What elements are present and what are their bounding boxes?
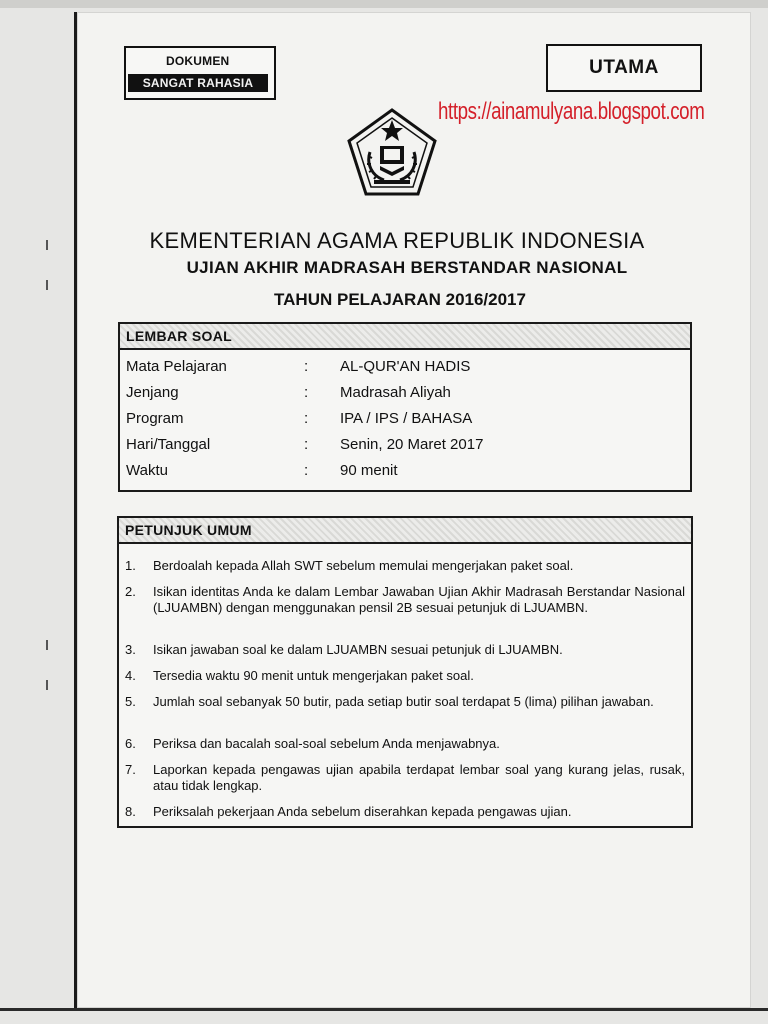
academic-year: TAHUN PELAJARAN 2016/2017	[274, 290, 526, 309]
petunjuk-umum-section	[117, 516, 693, 828]
instruction-number: 5.	[125, 694, 136, 709]
watermark-url: https://ainamulyana.blogspot.com	[438, 98, 705, 125]
scan-bottom-edge	[0, 1008, 768, 1011]
info-label: Hari/Tanggal	[126, 436, 211, 453]
instruction-number: 1.	[125, 558, 136, 573]
info-label: Jenjang	[126, 384, 179, 401]
info-value: AL-QUR'AN HADIS	[340, 358, 471, 375]
kementerian-agama-emblem-icon	[344, 106, 440, 202]
info-colon: :	[304, 410, 309, 427]
scan-top-edge	[0, 0, 768, 8]
info-colon: :	[304, 384, 309, 401]
lembar-soal-section	[118, 322, 692, 492]
instruction-number: 4.	[125, 668, 136, 683]
ministry-title: KEMENTERIAN AGAMA REPUBLIK INDONESIA	[149, 228, 645, 253]
info-label: Program	[126, 410, 184, 427]
instruction-number: 8.	[125, 804, 136, 819]
document-label: DOKUMEN	[166, 54, 230, 68]
info-value: Madrasah Aliyah	[340, 384, 451, 401]
confidential-label: SANGAT RAHASIA	[128, 74, 268, 92]
lembar-soal-heading: LEMBAR SOAL	[120, 324, 690, 350]
instruction-text: Jumlah soal sebanyak 50 butir, pada setiap butir soal terdapat 5 (lima) pilihan jawaban.	[153, 694, 654, 709]
info-label: Waktu	[126, 462, 168, 479]
info-colon: :	[304, 358, 309, 375]
instruction-text: Periksalah pekerjaan Anda sebelum diserahkan kepada pengawas ujian.	[153, 804, 572, 819]
instruction-text: Isikan jawaban soal ke dalam LJUAMBN sesuai petunjuk di LJUAMBN.	[153, 642, 563, 657]
info-value: 90 menit	[340, 462, 398, 479]
document-classification-box	[124, 46, 276, 100]
info-value: IPA / IPS / BAHASA	[340, 410, 473, 427]
instruction-number: 2.	[125, 584, 136, 599]
instruction-number: 6.	[125, 736, 136, 751]
info-label: Mata Pelajaran	[126, 358, 227, 375]
exam-title: UJIAN AKHIR MADRASAH BERSTANDAR NASIONAL	[186, 258, 628, 277]
instruction-number: 3.	[125, 642, 136, 657]
info-colon: :	[304, 436, 309, 453]
instruction-text: Laporkan kepada pengawas ujian apabila terdapat lembar soal yang kurang jelas, rusak, atau tidak lengkap.	[153, 762, 685, 793]
info-colon: :	[304, 462, 309, 479]
instruction-text: Isikan identitas Anda ke dalam Lembar Jawaban Ujian Akhir Madrasah Berstandar Nasional (LJUAMBN) dengan menggunakan pensil 2B sesuai petunjuk di LJUAMBN.	[153, 584, 685, 615]
petunjuk-umum-heading: PETUNJUK UMUM	[119, 518, 691, 544]
instruction-number: 7.	[125, 762, 136, 777]
instruction-text: Periksa dan bacalah soal-soal sebelum Anda menjawabnya.	[153, 736, 500, 751]
instruction-text: Tersedia waktu 90 menit untuk mengerjakan paket soal.	[153, 668, 474, 683]
instruction-text: Berdoalah kepada Allah SWT sebelum memulai mengerjakan paket soal.	[153, 558, 574, 573]
info-value: Senin, 20 Maret 2017	[340, 436, 484, 453]
edition-box: UTAMA	[546, 44, 702, 92]
